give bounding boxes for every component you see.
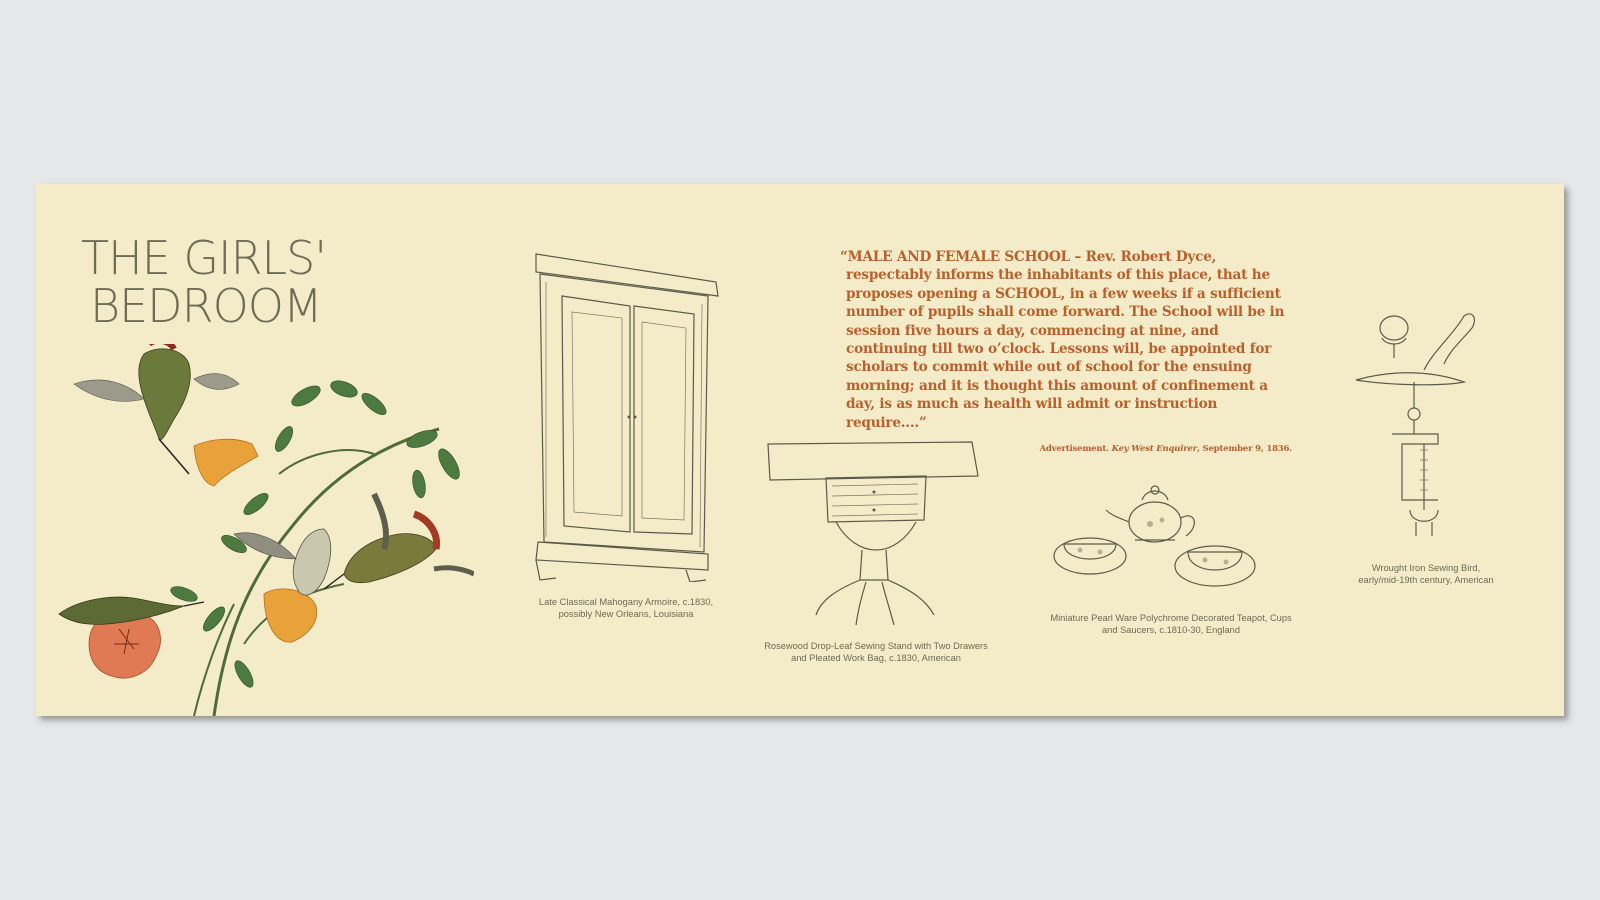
attribution-source: Key West Enquirer xyxy=(1111,444,1198,455)
page-title xyxy=(81,231,327,333)
armoire-caption xyxy=(506,596,746,620)
attribution-date: , September 9, 1836. xyxy=(1197,444,1292,455)
historical-quote xyxy=(840,248,1292,458)
sewing-bird-caption xyxy=(1336,562,1516,586)
sewing-bird-illustration xyxy=(1354,310,1514,550)
armoire-illustration xyxy=(526,252,726,582)
caption-line: possibly New Orleans, Louisiana xyxy=(558,609,694,619)
caption-line: and Saucers, c.1810-30, England xyxy=(1101,625,1240,635)
quote-attribution xyxy=(840,440,1292,458)
title-line-1: THE GIRLS' xyxy=(81,231,327,285)
caption-line: early/mid-19th century, American xyxy=(1358,575,1494,585)
attribution-prefix: Advertisement. xyxy=(1039,444,1109,455)
caption-line: Miniature Pearl Ware Polychrome Decorated Teapot, Cups xyxy=(1050,613,1292,623)
exhibit-panel xyxy=(36,184,1564,716)
sewing-stand-caption xyxy=(736,640,1016,664)
teapot-illustration xyxy=(1050,484,1260,596)
caption-line: and Pleated Work Bag, c.1830, American xyxy=(791,653,961,663)
caption-line: Wrought Iron Sewing Bird, xyxy=(1371,563,1481,573)
caption-line: Late Classical Mahogany Armoire, c.1830, xyxy=(538,597,714,607)
caption-line: Rosewood Drop-Leaf Sewing Stand with Two Drawers xyxy=(764,641,988,651)
title-line-2: BEDROOM xyxy=(90,279,322,333)
teapot-caption xyxy=(1036,612,1306,636)
sewing-stand-illustration xyxy=(766,440,986,630)
quote-text: “MALE AND FEMALE SCHOOL – Rev. Robert Dyce, respectably informs the inhabitants of this place, that he proposes opening a SCHOOL, in a few weeks if a sufficient number of pupils shall come forward. The School will be in session five hours a day, commencing at nine, and continuing till two o’clock. Lessons will, be appointed for scholars to commit while out of school for the ensuing morning; and it is thought this amount of confinement a day, is as much as health will admit or instruction require....” xyxy=(840,249,1285,431)
hummingbird-flower-illustration xyxy=(44,344,474,716)
